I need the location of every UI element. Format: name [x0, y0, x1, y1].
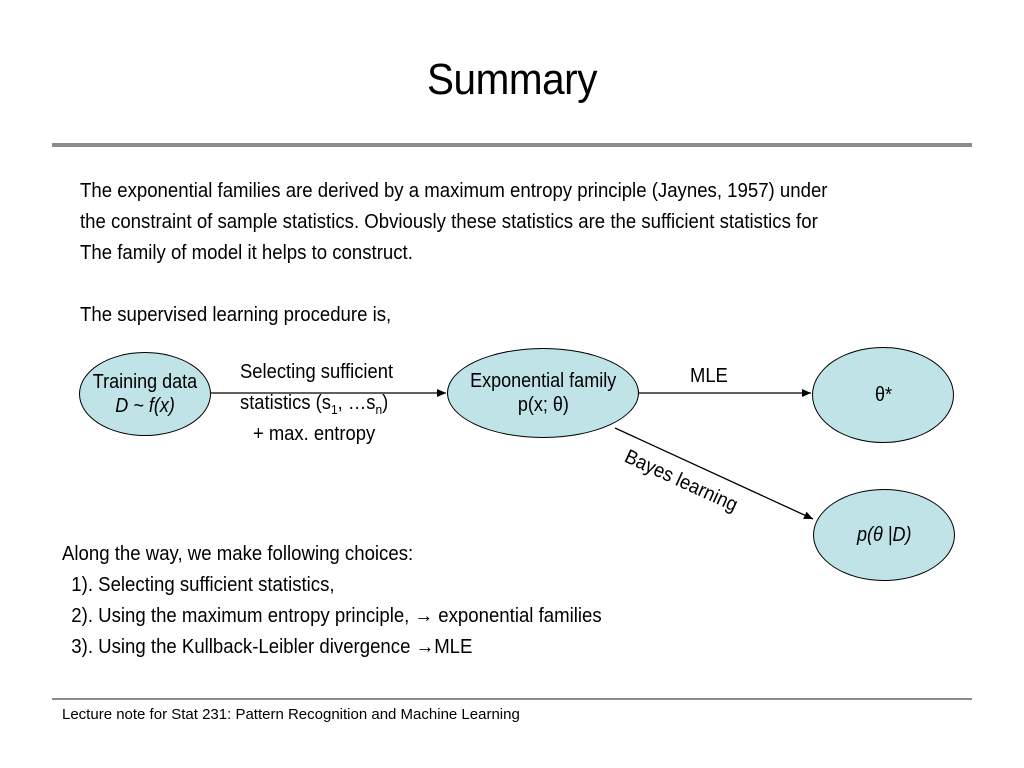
statistics-close: ) — [382, 392, 389, 414]
subscript-1: 1 — [330, 402, 338, 417]
training-d-symbol: D ~ — [115, 395, 149, 417]
choices-heading: Along the way, we make following choices: — [62, 543, 414, 565]
exponential-family-formula: p(x; θ) — [517, 394, 569, 416]
subscript-n: n — [375, 402, 383, 417]
intro-line-1: The exponential families are derived by a maximum entropy principle (Jaynes, 1957) under — [80, 180, 828, 202]
posterior-label: p(θ |D) — [856, 524, 912, 546]
selecting-label-line-3: + max. entropy — [253, 423, 376, 445]
exponential-family-node — [447, 348, 639, 438]
statistics-ellipsis: , …s — [337, 392, 376, 414]
right-arrow-icon: → — [415, 636, 435, 658]
choice-item-3-text: 3). Using the Kullback-Leibler divergence — [71, 636, 416, 658]
right-arrow-icon: → — [414, 605, 434, 627]
bayes-learning-label: Bayes learning — [621, 445, 742, 517]
training-distribution — [115, 394, 175, 418]
intro-line-2: the constraint of sample statistics. Obviously these statistics are the sufficient statistics for — [80, 211, 818, 233]
choice-item-1: 1). Selecting sufficient statistics, — [71, 574, 335, 596]
choice-item-3 — [62, 632, 880, 663]
exponential-family-label: Exponential family — [469, 370, 617, 392]
theta-star-node — [812, 347, 954, 443]
training-data-label: Training data — [92, 371, 198, 393]
training-fx: f(x) — [148, 395, 175, 417]
bottom-divider — [52, 698, 972, 700]
mle-edge-label: MLE — [690, 365, 728, 387]
choice-item-2-text: 2). Using the maximum entropy principle, — [71, 605, 415, 627]
choice-item-3-result: MLE — [434, 636, 473, 658]
choices-list — [62, 539, 880, 663]
selecting-label-line-1: Selecting sufficient — [240, 361, 394, 383]
choice-item-2 — [62, 601, 880, 632]
footer-text: Lecture note for Stat 231: Pattern Recognition and Machine Learning — [62, 706, 520, 723]
choice-item-2-result: exponential families — [438, 605, 602, 627]
intro-line-3: The family of model it helps to construct. — [80, 242, 413, 264]
statistics-text: statistics (s — [240, 392, 331, 414]
training-data-node — [79, 352, 211, 436]
theta-star-label: θ* — [874, 384, 892, 406]
slide-title: Summary — [427, 55, 597, 104]
procedure-intro: The supervised learning procedure is, — [80, 304, 392, 326]
